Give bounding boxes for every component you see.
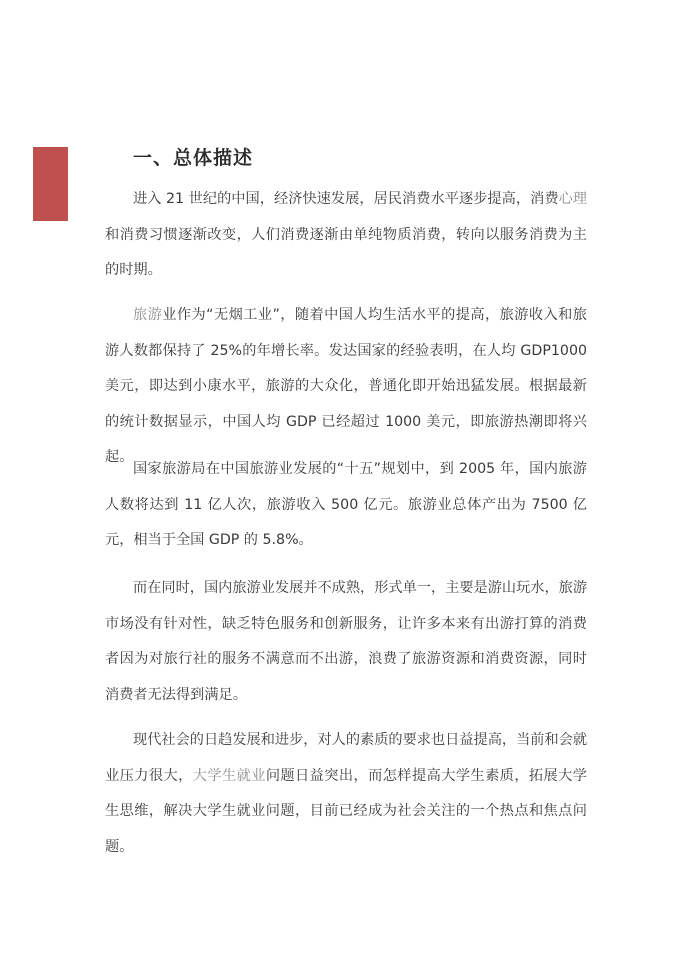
text-segment: 业作为“无烟工业”，随着中国人均生活水平的提高，旅游收入和旅游人数都保持了 25%的年增长率。发达国家的经验表明，在人均 GDP1000 美元，即达到小康水平，旅游的大众化，普通化即开始迅猛发展。根据最新的统计数据显示，中国人均 GDP 已经超过 1000 美元，即旅游热潮即将兴起。 [105,307,587,465]
section-accent-bar [33,147,68,221]
paragraph-2 [105,298,587,476]
text-segment: 和消费习惯逐渐改变，人们消费逐渐由单纯物质消费，转向以服务消费为主的时期。 [105,226,587,278]
text-segment: 进入 21 世纪的中国，经济快速发展，居民消费水平逐步提高，消费 [133,191,559,207]
highlighted-term: 大学生就业 [192,767,266,784]
highlighted-term: 心理 [558,191,587,207]
text-segment: 而在同时，国内旅游业发展并不成熟，形式单一，主要是游山玩水，旅游市场没有针对性，缺乏特色服务和创新服务，让许多本来有出游打算的消费者因为对旅行社的服务不满意而不出游，浪费了旅游资源和消费资源，同时消费者无法得到满足。 [105,580,588,703]
highlighted-term: 旅游 [133,307,163,323]
text-segment: 国家旅游局在中国旅游业发展的“十五”规划中，到 2005 年，国内旅游人数将达到 11 亿人次，旅游收入 500 亿元。旅游业总体产出为 7500 亿元，相当于全国 GDP 的 5.8%。 [105,461,587,548]
paragraph-1 [105,182,587,289]
paragraph-5 [105,723,587,865]
paragraph-4 [105,571,587,713]
section-heading: 一、总体描述 [133,147,254,169]
paragraph-3 [105,452,587,559]
text-segment: 问题日益突出，而怎样提高大学生素质，拓展大学生思维，解决大学生就业问题，目前已经成为社会关注的一个热点和焦点问题。 [105,767,587,855]
text-segment: 现代社会的日趋发展和进步，对人的素质的要求也日益提高，当前和会就业压力很大， [105,732,588,784]
